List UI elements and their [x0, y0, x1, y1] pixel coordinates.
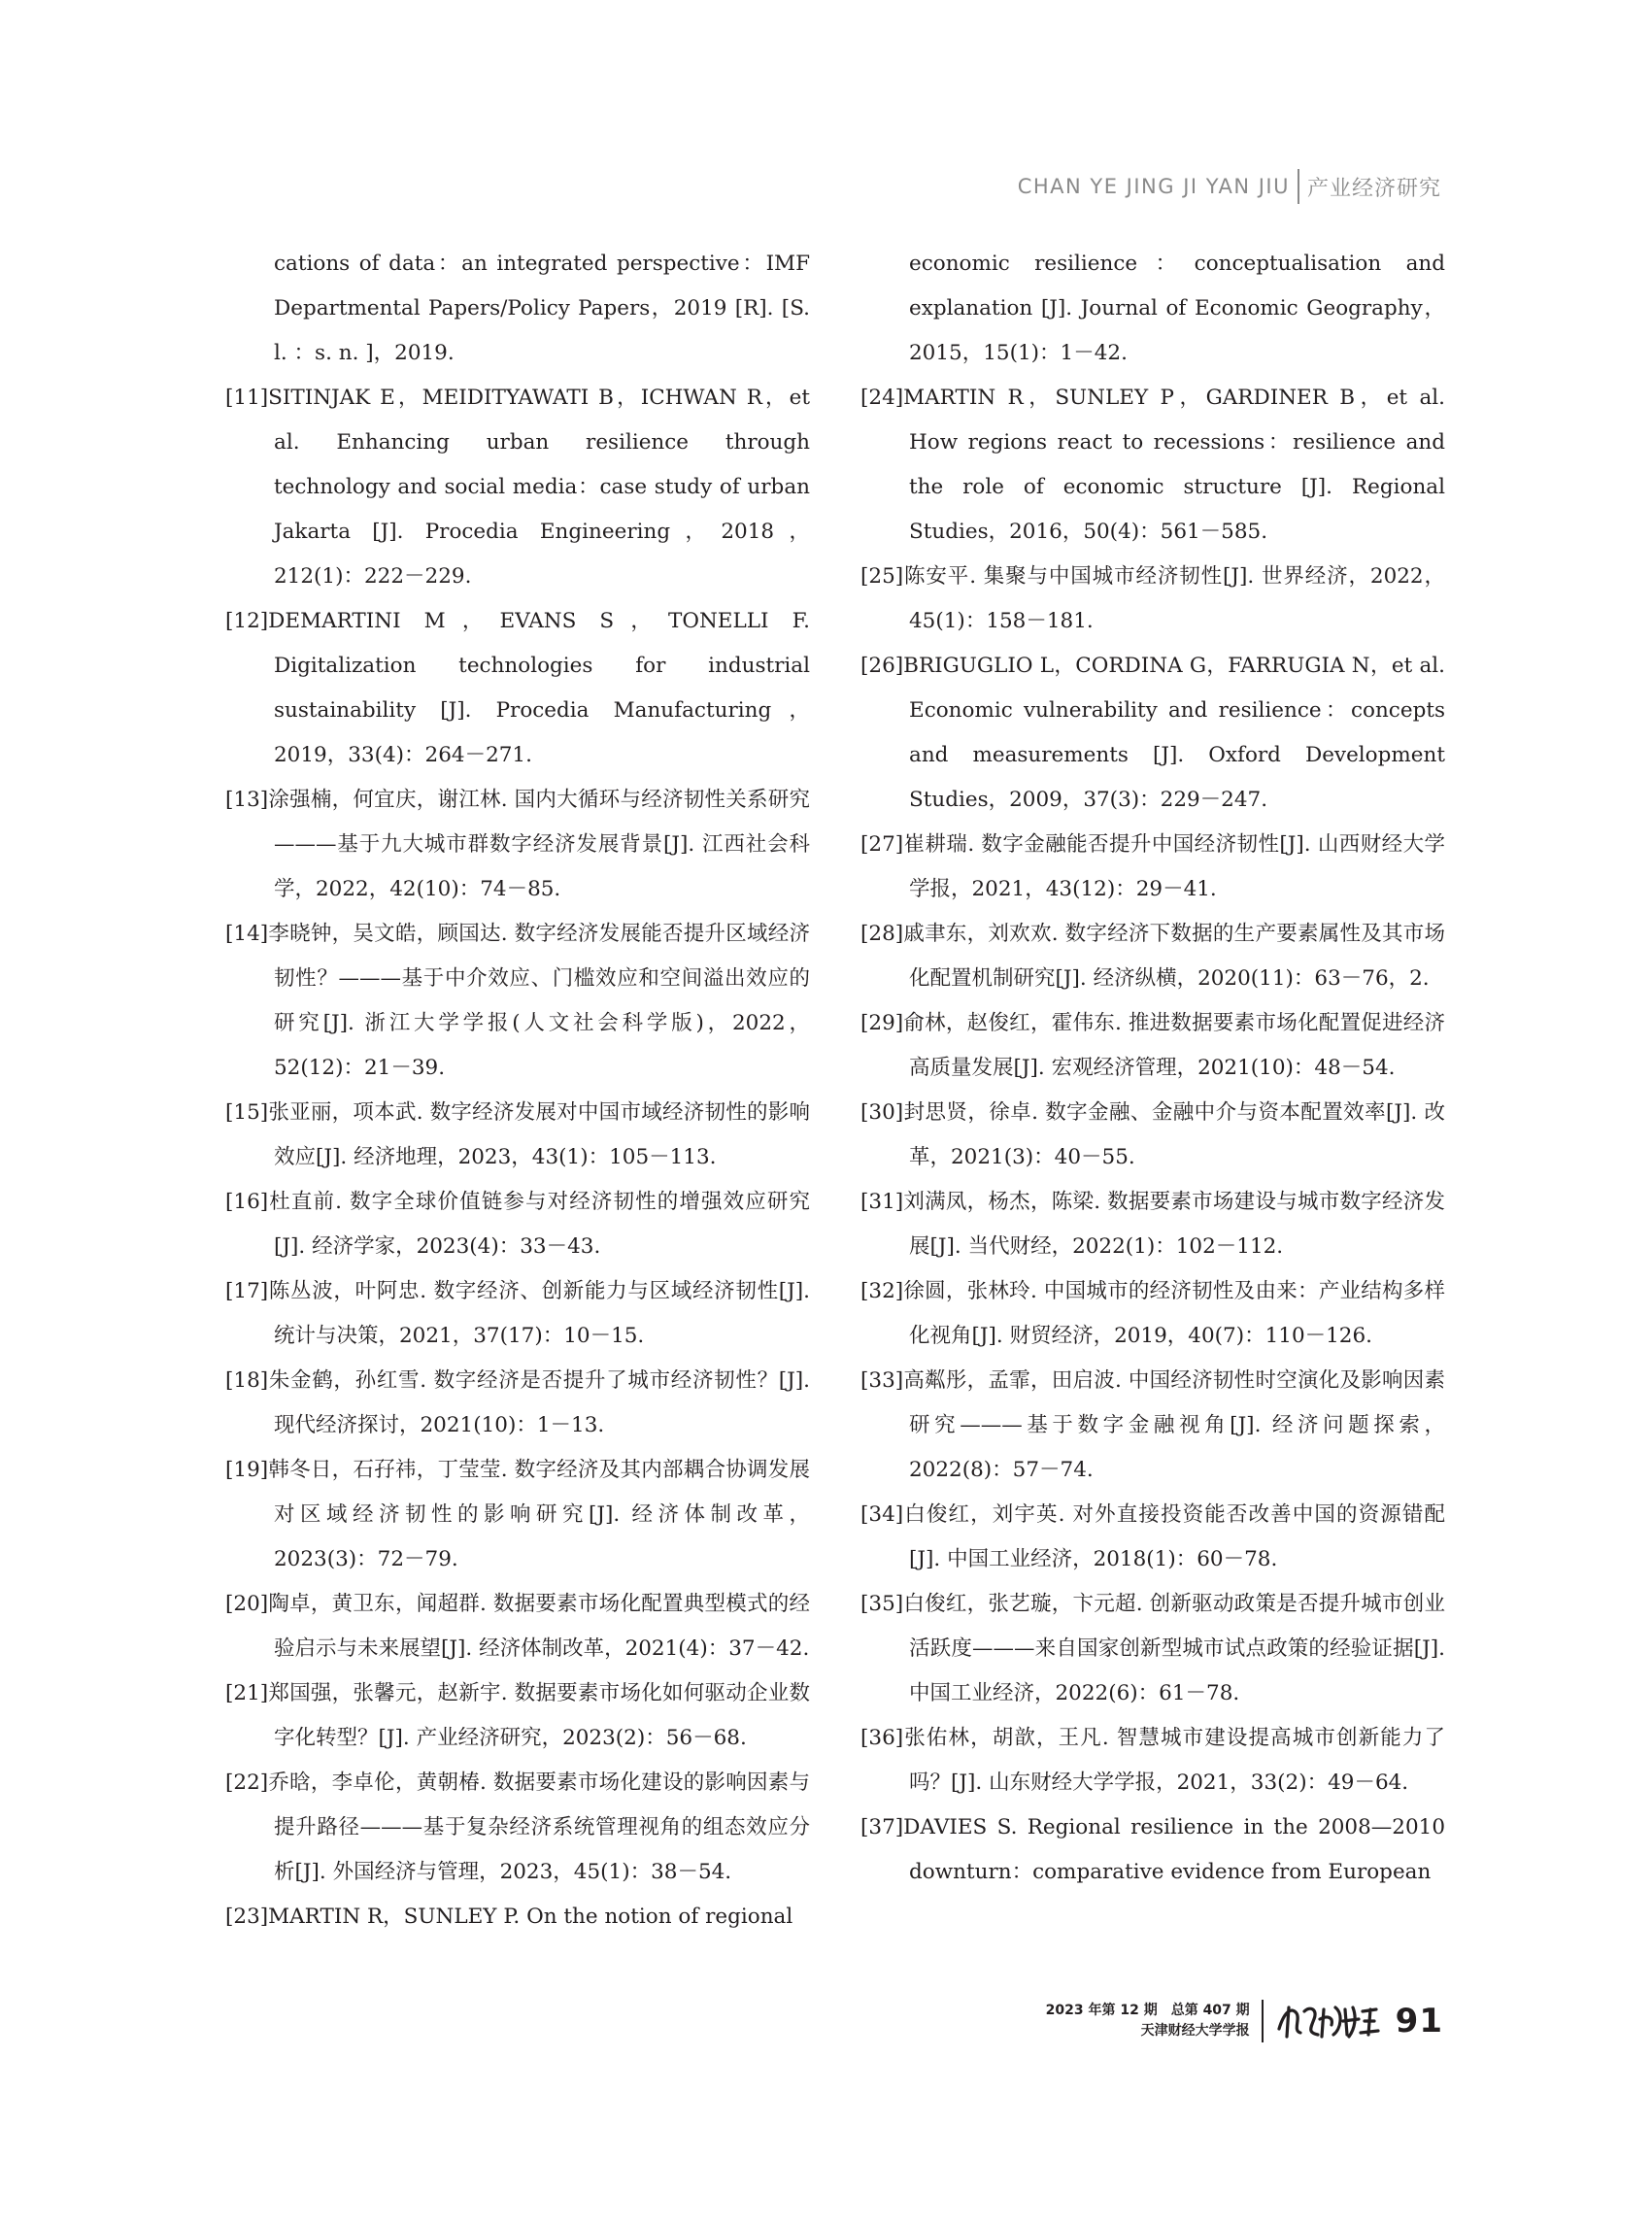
- reference-entry: [860, 823, 1445, 912]
- journal-name: 天津财经大学学报: [1140, 2023, 1250, 2039]
- left-column: [225, 242, 810, 1939]
- reference-text: MARTIN R，SUNLEY P. On the notion of regional: [268, 1905, 793, 1929]
- reference-continuation: economic resilience：conceptualisation and explanation [J]. Journal of Economic Geography，2015，15(1)：1－42.: [909, 252, 1445, 365]
- reference-text: 戚聿东，刘欢欢. 数字经济下数据的生产要素属性及其市场化配置机制研究[J]. 经济纵横，2020(11)：63－76，2.: [903, 922, 1445, 991]
- reference-text: BRIGUGLIO L，CORDINA G，FARRUGIA N，et al. Economic vulnerability and resilience：concepts and measurements [J]. Oxford Development Studies，2009，37(3)：229－247.: [903, 654, 1445, 812]
- reference-entry: [225, 599, 810, 778]
- reference-entry: [225, 376, 810, 599]
- reference-number: [11]: [225, 386, 269, 410]
- running-header: [1018, 167, 1441, 206]
- reference-entry: [860, 1716, 1445, 1805]
- reference-entry: [225, 1761, 810, 1895]
- header-title-cn: 产业经济研究: [1306, 176, 1441, 201]
- reference-entry: [225, 1091, 810, 1180]
- reference-number: [30]: [860, 1100, 904, 1125]
- reference-number: [25]: [860, 564, 904, 589]
- reference-entry: [225, 1582, 810, 1671]
- reference-number: [32]: [860, 1279, 904, 1303]
- reference-entry: [860, 644, 1445, 823]
- reference-entry: [860, 1805, 1445, 1895]
- header-divider: [1298, 169, 1299, 204]
- reference-number: [15]: [225, 1100, 269, 1125]
- reference-text: 陈安平. 集聚与中国城市经济韧性[J]. 世界经济，2022，45(1)：158－181.: [903, 564, 1445, 633]
- reference-number: [31]: [860, 1190, 904, 1214]
- reference-entry: [860, 376, 1445, 555]
- reference-number: [28]: [860, 922, 904, 946]
- reference-text: 张佑林，胡歆，王凡. 智慧城市建设提高城市创新能力了吗？[J]. 山东财经大学学报，2021，33(2)：49－64.: [903, 1726, 1445, 1795]
- reference-entry: [225, 1671, 810, 1761]
- reference-text: 陶卓，黄卫东，闻超群. 数据要素市场化配置典型模式的经验启示与未来展望[J]. 经济体制改革，2021(4)：37－42.: [268, 1592, 810, 1661]
- header-title-en: CHAN YE JING JI YAN JIU: [1017, 175, 1290, 198]
- reference-number: [21]: [225, 1681, 269, 1705]
- reference-number: [22]: [225, 1771, 269, 1795]
- reference-text: 封思贤，徐卓. 数字金融、金融中介与资本配置效率[J]. 改革，2021(3)：40－55.: [903, 1100, 1445, 1169]
- reference-number: [36]: [860, 1726, 904, 1750]
- reference-number: [23]: [225, 1905, 269, 1929]
- issue-number: 2023 年第 12 期 总第 407 期: [1045, 2003, 1250, 2018]
- reference-entry: [860, 1269, 1445, 1359]
- reference-text: 朱金鹤，孙红雪. 数字经济是否提升了城市经济韧性？[J]. 现代经济探讨，2021(10)：1－13.: [268, 1368, 810, 1437]
- reference-entry: [225, 1180, 810, 1269]
- reference-number: [12]: [225, 609, 269, 633]
- reference-number: [20]: [225, 1592, 269, 1616]
- reference-continuation: cations of data：an integrated perspective：IMF Departmental Papers/Policy Papers，2019 [R]. [S. l. ：s. n. ]，2019.: [274, 252, 810, 365]
- reference-text: 陈丛波，叶阿忠. 数字经济、创新能力与区域经济韧性[J]. 统计与决策，2021，37(17)：10－15.: [268, 1279, 810, 1348]
- reference-entry: [225, 1269, 810, 1359]
- reference-number: [27]: [860, 832, 904, 857]
- reference-text: 白俊红，张艺璇，卞元超. 创新驱动政策是否提升城市创业活跃度———来自国家创新型城市试点政策的经验证据[J]. 中国工业经济，2022(6)：61－78.: [903, 1592, 1445, 1705]
- reference-entry: [860, 555, 1445, 644]
- reference-text: 刘满凤，杨杰，陈梁. 数据要素市场建设与城市数字经济发展[J]. 当代财经，2022(1)：102－112.: [903, 1190, 1445, 1259]
- reference-entry: [225, 1359, 810, 1448]
- reference-number: [16]: [225, 1190, 269, 1214]
- reference-text: 崔耕瑞. 数字金融能否提升中国经济韧性[J]. 山西财经大学学报，2021，43(12)：29－41.: [903, 832, 1445, 901]
- journal-logo: [1275, 2000, 1382, 2042]
- reference-text: 韩冬日，石孖祎，丁莹莹. 数字经济及其内部耦合协调发展对区域经济韧性的影响研究[J]. 经济体制改革，2023(3)：72－79.: [268, 1458, 810, 1571]
- reference-number: [37]: [860, 1815, 904, 1839]
- reference-number: [34]: [860, 1502, 904, 1527]
- reference-number: [26]: [860, 654, 904, 678]
- reference-text: 郑国强，张馨元，赵新宇. 数据要素市场化如何驱动企业数字化转型？[J]. 产业经济研究，2023(2)：56－68.: [268, 1681, 810, 1750]
- reference-text: 涂强楠，何宜庆，谢江林. 国内大循环与经济韧性关系研究———基于九大城市群数字经济发展背景[J]. 江西社会科学，2022，42(10)：74－85.: [268, 788, 810, 901]
- reference-entry: [860, 1091, 1445, 1180]
- reference-text: SITINJAK E，MEIDITYAWATI B，ICHWAN R，et al. Enhancing urban resilience through technology and social media：case study of urban Jakarta [J]. Procedia Engineering，2018，212(1)：222－229.: [268, 386, 810, 589]
- reference-number: [24]: [860, 386, 904, 410]
- reference-number: [29]: [860, 1011, 904, 1035]
- reference-text: 李晓钟，吴文皓，顾国达. 数字经济发展能否提升区域经济韧性？———基于中介效应、门槛效应和空间溢出效应的研究[J]. 浙江大学学报(人文社会科学版)，2022，52(12)：21－39.: [268, 922, 810, 1080]
- reference-text: 俞林，赵俊红，霍伟东. 推进数据要素市场化配置促进经济高质量发展[J]. 宏观经济管理，2021(10)：48－54.: [903, 1011, 1445, 1080]
- footer-divider: [1262, 2000, 1264, 2042]
- reference-entry: [225, 1895, 810, 1939]
- reference-text: 杜直前. 数字全球价值链参与对经济韧性的增强效应研究[J]. 经济学家，2023(4)：33－43.: [268, 1190, 810, 1259]
- reference-entry: [860, 1359, 1445, 1493]
- reference-number: [14]: [225, 922, 269, 946]
- reference-entry: [860, 912, 1445, 1001]
- reference-entry: [225, 1448, 810, 1582]
- reference-number: [13]: [225, 788, 269, 812]
- page-footer: [1046, 1996, 1443, 2046]
- reference-entry: [860, 1493, 1445, 1582]
- reference-text: 张亚丽，项本武. 数字经济发展对中国市域经济韧性的影响效应[J]. 经济地理，2023，43(1)：105－113.: [268, 1100, 810, 1169]
- reference-number: [19]: [225, 1458, 269, 1482]
- reference-number: [35]: [860, 1592, 904, 1616]
- reference-entry: [860, 1582, 1445, 1716]
- reference-entry: [225, 778, 810, 912]
- reference-text: MARTIN R，SUNLEY P，GARDINER B，et al. How regions react to recessions：resilience and the role of economic structure [J]. Regional Studies，2016，50(4)：561－585.: [903, 386, 1445, 544]
- reference-entry: [225, 912, 810, 1091]
- reference-text: 白俊红，刘宇英. 对外直接投资能否改善中国的资源错配[J]. 中国工业经济，2018(1)：60－78.: [903, 1502, 1445, 1571]
- reference-text: 高粼彤，孟霏，田启波. 中国经济韧性时空演化及影响因素研究———基于数字金融视角[J]. 经济问题探索，2022(8)：57－74.: [903, 1368, 1445, 1482]
- reference-entry: [860, 1001, 1445, 1091]
- page-number: 91: [1395, 2002, 1443, 2040]
- reference-number: [18]: [225, 1368, 269, 1393]
- reference-text: 乔晗，李卓伦，黄朝椿. 数据要素市场化建设的影响因素与提升路径———基于复杂经济系统管理视角的组态效应分析[J]. 外国经济与管理，2023，45(1)：38－54.: [268, 1771, 810, 1884]
- reference-entry: [860, 1180, 1445, 1269]
- reference-text: DAVIES S. Regional resilience in the 2008—2010 downturn：comparative evidence from European: [903, 1815, 1445, 1884]
- right-column: [860, 242, 1445, 1895]
- issue-info: [1046, 2001, 1250, 2041]
- reference-text: DEMARTINI M，EVANS S，TONELLI F. Digitalization technologies for industrial sustainability [J]. Procedia Manufacturing，2019，33(4)：264－271.: [268, 609, 810, 767]
- reference-text: 徐圆，张林玲. 中国城市的经济韧性及由来：产业结构多样化视角[J]. 财贸经济，2019，40(7)：110－126.: [903, 1279, 1445, 1348]
- reference-number: [17]: [225, 1279, 269, 1303]
- reference-number: [33]: [860, 1368, 904, 1393]
